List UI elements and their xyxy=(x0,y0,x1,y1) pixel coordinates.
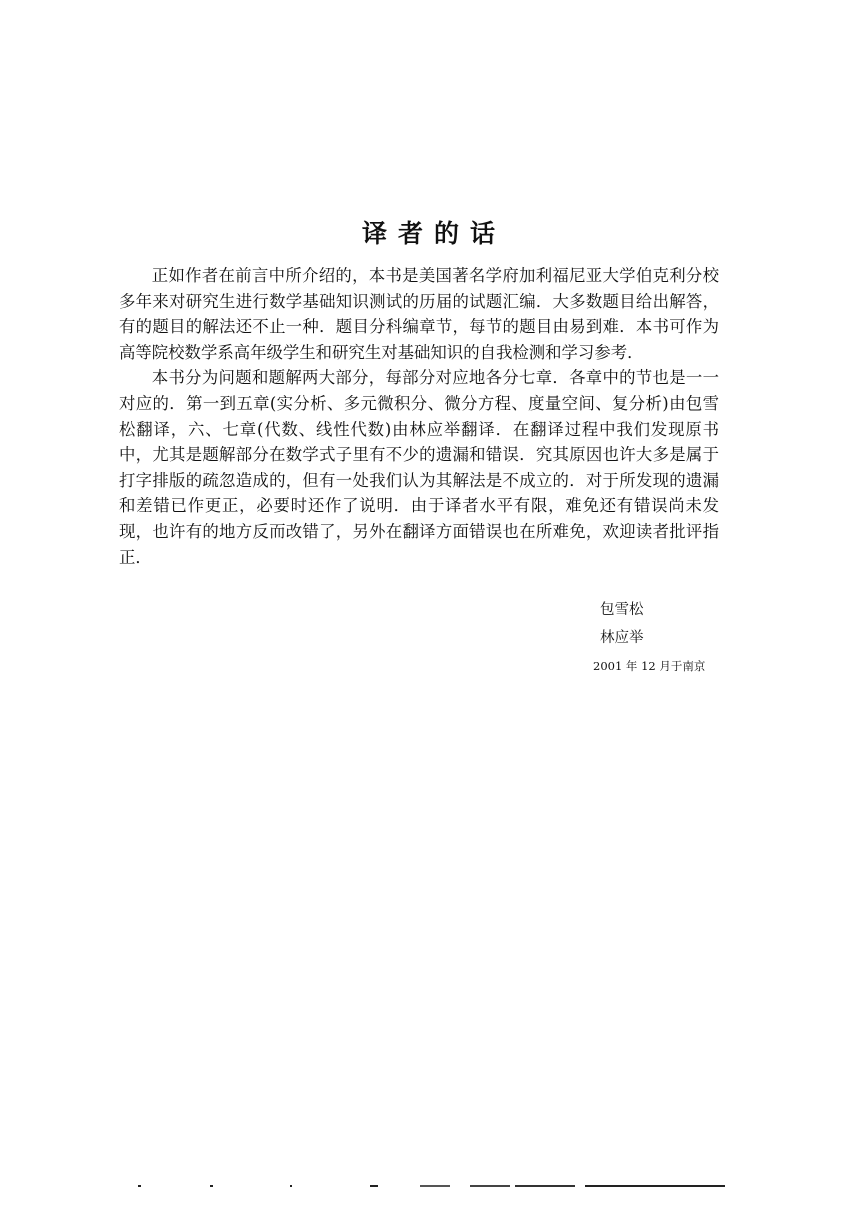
translator-name-2: 林应举 xyxy=(600,630,644,646)
page-title: 译者的话 xyxy=(361,219,506,248)
scan-noise-strip xyxy=(130,1185,730,1195)
paragraph-2: 本书分为问题和题解两大部分，每部分对应地各分七章．各章中的节也是一一对应的．第一到五章(实分析、多元微积分、微分方程、度量空间、复分析)由包雪松翻译，六、七章(代数、线性代数)由林应举翻译．在翻译过程中我们发现原书中，尤其是题解部分在数学式子里有不少的遗漏和错误．究其原因也许大多是属于打字排版的疏忽造成的，但有一处我们认为其解法是不成立的．对于所发现的遗漏和差错已作更正，必要时还作了说明．由于译者水平有限，难免还有错误尚未发现，也许有的地方反而改错了，另外在翻译方面错误也在所难免，欢迎读者批评指正． xyxy=(119,368,719,567)
signature-date: 2001 年 12 月于南京 xyxy=(593,659,706,673)
body-text xyxy=(119,263,719,570)
translator-name-1: 包雪松 xyxy=(600,602,644,618)
paragraph-1: 正如作者在前言中所介绍的，本书是美国著名学府加利福尼亚大学伯克利分校多年来对研究生进行数学基础知识测试的历届的试题汇编．大多数题目给出解答，有的题目的解法还不止一种．题目分科编章节，每节的题目由易到难．本书可作为高等院校数学系高年级学生和研究生对基础知识的自我检测和学习参考． xyxy=(119,266,719,362)
